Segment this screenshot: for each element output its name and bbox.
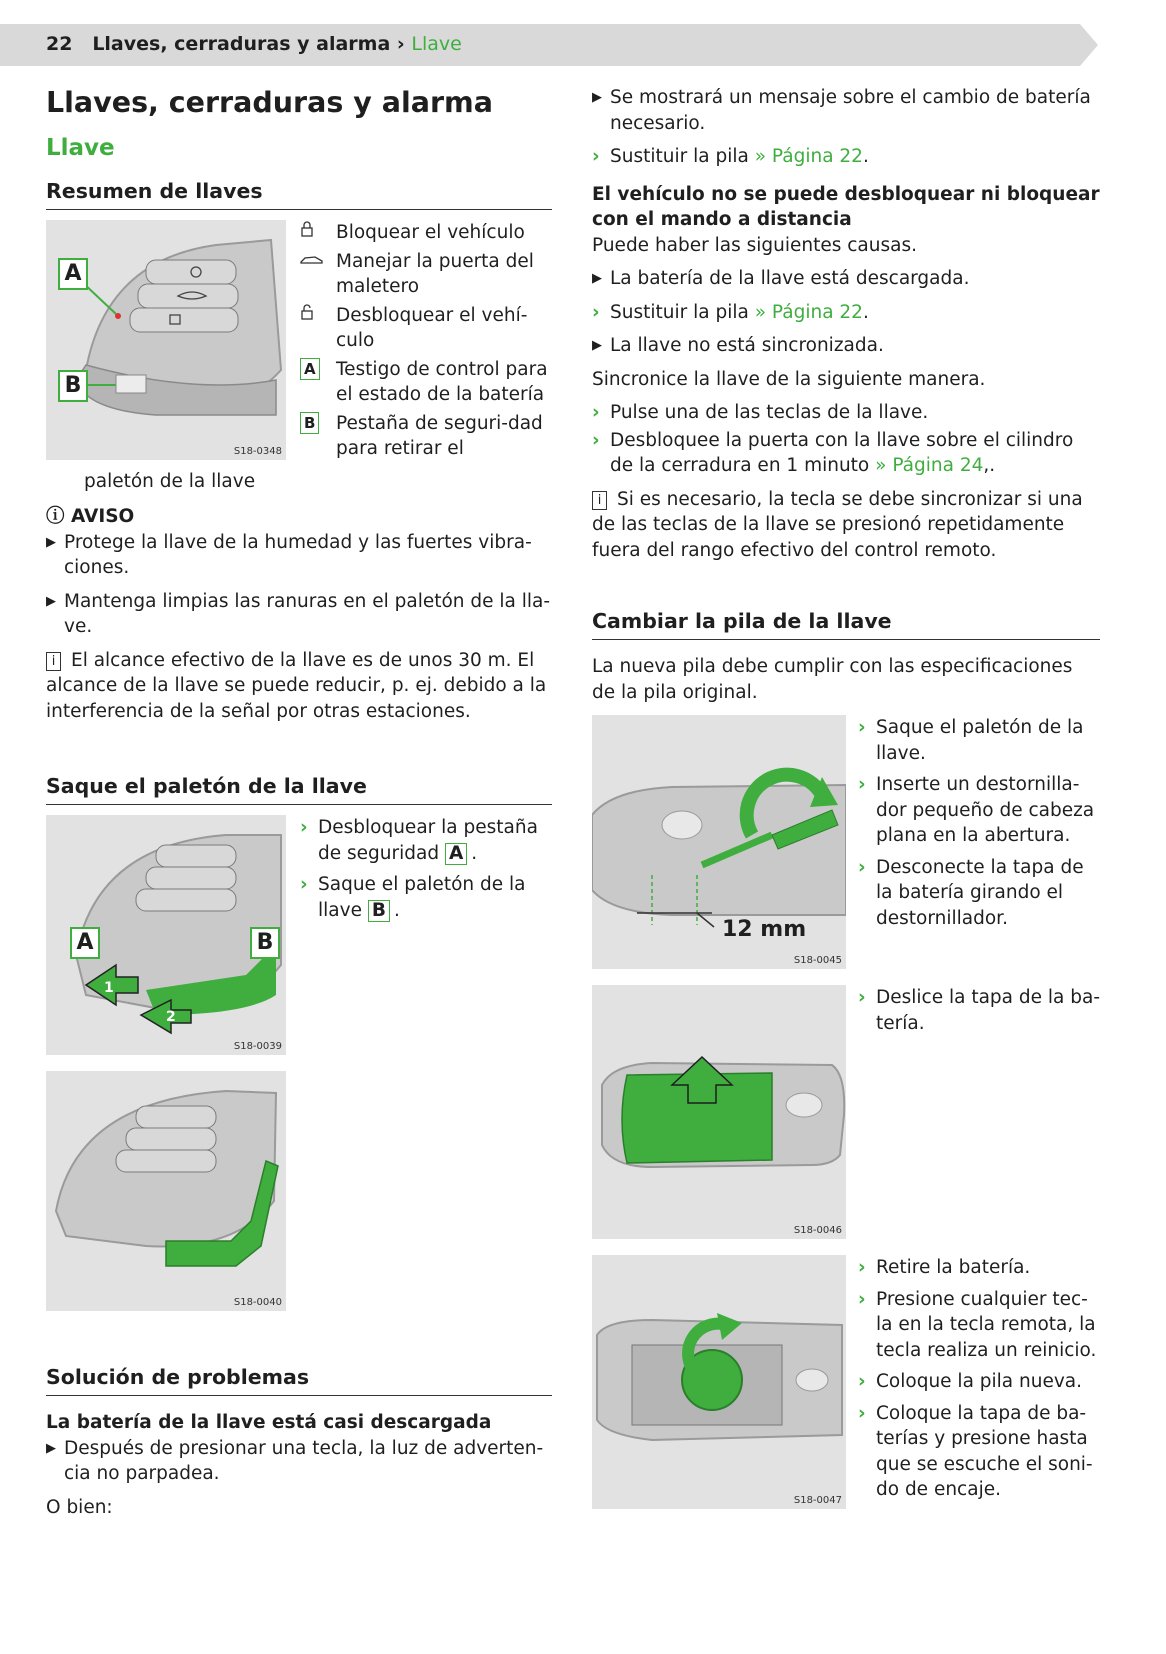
list-item: ▶ Mantenga limpias las ranuras en el paletón de la lla-ve. <box>46 590 551 637</box>
step-item: › Saque el paletón de la llave B . <box>300 874 526 921</box>
breadcrumb-section[interactable]: Llaves, cerraduras y alarma <box>92 33 391 55</box>
notice-icon: ⓘ <box>46 506 65 527</box>
step-item: › Desconecte la tapa de la batería girando el destornillador. <box>858 856 1084 929</box>
no-desbloquea-heading: El vehículo no se puede desbloquear ni bloquear con el mando a distancia <box>592 183 1100 230</box>
legend-text: Bloquear el vehículo <box>336 222 525 243</box>
key-with-blade-illustration <box>46 1071 286 1311</box>
slide-cover-illustration <box>592 985 846 1239</box>
step-chevron-icon: › <box>592 146 600 167</box>
figure-code: S18-0039 <box>233 1041 282 1052</box>
battery-steps-3 <box>858 1255 1100 1509</box>
step-chevron-icon: › <box>858 717 866 738</box>
solucion-heading: Solución de problemas <box>46 1363 552 1396</box>
legend-text: Pestaña de seguri-dad para retirar el <box>336 412 543 459</box>
sync-intro: Sincronice la llave de la siguiente manera. <box>592 368 986 390</box>
aviso-title <box>46 504 552 530</box>
step-chevron-icon: › <box>858 1257 866 1278</box>
cambiar-heading: Cambiar la pila de la llave <box>592 607 1100 640</box>
step-chevron-icon: › <box>858 987 866 1008</box>
step-chevron-icon: › <box>592 429 600 451</box>
info-icon: i <box>592 491 607 510</box>
step-chevron-icon: › <box>858 1288 866 1310</box>
section-subtitle: Llave <box>46 135 115 161</box>
screwdriver-illustration <box>592 715 846 969</box>
step-chevron-icon: › <box>858 856 866 878</box>
arrow-2-label: 2 <box>166 1009 176 1025</box>
battery-steps-2 <box>858 985 1100 1239</box>
step-item: › Sustituir la pila » Página 22. <box>592 300 1100 326</box>
step-item: › Coloque la pila nueva. <box>858 1369 1100 1395</box>
legend-box-a: A <box>300 358 320 380</box>
step-item: › Sustituir la pila » Página 22. <box>592 144 1100 170</box>
key-overview-illustration <box>46 220 286 460</box>
bullet-triangle-icon: ▶ <box>46 1440 56 1456</box>
legend-text: Manejar la puerta del maletero <box>336 250 534 297</box>
car-trunk-icon <box>300 249 336 300</box>
step-chevron-icon: › <box>300 874 308 895</box>
aviso-label: AVISO <box>70 506 135 527</box>
remove-blade-figure-2 <box>46 1071 286 1311</box>
saque-heading: Saque el paletón de la llave <box>46 772 552 805</box>
callout-a: A <box>70 927 100 959</box>
page-title: Llaves, cerraduras y alarma <box>46 86 493 119</box>
lock-icon <box>300 220 336 246</box>
callout-b: B <box>58 370 88 402</box>
right-column <box>592 85 1100 1525</box>
figure-code: S18-0046 <box>793 1225 842 1236</box>
breadcrumb-separator: › <box>396 33 405 55</box>
legend-item <box>300 411 552 462</box>
step-chevron-icon: › <box>592 402 600 423</box>
legend-continuation: paletón de la llave <box>84 470 256 492</box>
legend-text: Testigo de control para el estado de la batería <box>336 358 548 405</box>
step-item: › Coloque la tapa de ba-terías y presione hasta que se escuche el soni-do de encaje. <box>858 1402 1093 1500</box>
battery-step-figure-3 <box>592 1255 846 1509</box>
list-item: ▶ La batería de la llave está descargada. <box>592 266 1100 292</box>
solucion-subheading: La batería de la llave está casi descargada <box>46 1412 492 1433</box>
legend-text: Desbloquear el vehí-culo <box>336 304 528 351</box>
figure-code: S18-0045 <box>793 955 842 966</box>
key-overview-figure <box>46 220 286 460</box>
key-legend <box>300 220 552 465</box>
legend-item <box>300 249 552 300</box>
page-header <box>0 24 1100 66</box>
page-number: 22 <box>46 33 73 55</box>
breadcrumb <box>46 33 462 55</box>
left-column <box>46 85 552 1528</box>
page-ref-link[interactable]: » Página 22 <box>754 146 863 167</box>
page-ref-link[interactable]: » Página 22 <box>754 301 863 323</box>
remove-blade-figure-1 <box>46 815 286 1055</box>
callout-a: A <box>58 258 88 290</box>
box-a: A <box>445 843 467 865</box>
bullet-triangle-icon: ▶ <box>592 90 602 105</box>
list-item: ▶ La llave no está sincronizada. <box>592 333 1100 359</box>
info-icon: i <box>46 652 61 671</box>
list-item: ▶ Después de presionar una tecla, la luz de adverten-cia no parpadea. <box>46 1437 544 1484</box>
resumen-heading: Resumen de llaves <box>46 177 552 210</box>
step-chevron-icon: › <box>858 1371 866 1392</box>
info-alcance: i El alcance efectivo de la llave es de unos 30 m. El alcance de la llave se puede reducir, p. ej. debido a la interferencia de la señal por otras estaciones. <box>46 649 547 722</box>
breadcrumb-current: Llave <box>411 33 462 55</box>
legend-box-b: B <box>300 412 319 434</box>
figure-code: S18-0047 <box>793 1495 842 1506</box>
bullet-triangle-icon: ▶ <box>592 271 602 286</box>
battery-step-figure-2 <box>592 985 846 1239</box>
step-item: › Saque el paletón de la llave. <box>858 717 1084 764</box>
step-item: › Presione cualquier tec-la en la tecla remota, la tecla realiza un reinicio. <box>858 1288 1097 1361</box>
step-item: › Desbloquee la puerta con la llave sobre el cilindro de la cerradura en 1 minuto » Página 24,. <box>592 429 1074 476</box>
legend-item <box>300 220 552 246</box>
sync-info: i Si es necesario, la tecla se debe sincronizar si una de las teclas de la llave se presionó repetidamente fuera del rango efectivo del control remoto. <box>592 488 1083 561</box>
step-item: › Desbloquear la pestaña de seguridad A . <box>300 817 538 864</box>
figure-code: S18-0040 <box>233 1297 282 1308</box>
bullet-triangle-icon: ▶ <box>46 593 56 609</box>
causes-intro: Puede haber las siguientes causas. <box>592 234 917 256</box>
page-ref-link[interactable]: » Página 24 <box>875 455 984 476</box>
box-b: B <box>368 900 390 922</box>
bullet-triangle-icon: ▶ <box>592 338 602 353</box>
step-chevron-icon: › <box>300 817 308 838</box>
step-chevron-icon: › <box>858 1402 866 1424</box>
measure-label: 12 mm <box>722 917 807 942</box>
bullet-triangle-icon: ▶ <box>46 534 56 550</box>
list-item: ▶ Se mostrará un mensaje sobre el cambio de batería necesario. <box>592 87 1091 134</box>
battery-step-figure-1 <box>592 715 846 969</box>
cambiar-intro: La nueva pila debe cumplir con las especificaciones de la pila original. <box>592 656 1073 703</box>
step-chevron-icon: › <box>858 774 866 795</box>
figure-code: S18-0348 <box>233 446 282 457</box>
or-text: O bien: <box>46 1496 113 1518</box>
unlock-icon <box>300 303 336 354</box>
step-item: › Pulse una de las teclas de la llave. <box>592 400 1100 426</box>
list-item: ▶ Protege la llave de la humedad y las fuertes vibra-ciones. <box>46 531 532 578</box>
remove-battery-illustration <box>592 1255 846 1509</box>
saque-steps <box>300 815 552 1055</box>
battery-steps-1 <box>858 715 1100 969</box>
step-item: › Deslice la tapa de la ba-tería. <box>858 987 1101 1034</box>
callout-b: B <box>250 927 280 959</box>
legend-item <box>300 303 552 354</box>
arrow-1-label: 1 <box>104 980 114 996</box>
step-item: › Retire la batería. <box>858 1255 1100 1281</box>
legend-item <box>300 357 552 408</box>
step-item: › Inserte un destornilla-dor pequeño de cabeza plana en la abertura. <box>858 774 1095 846</box>
step-chevron-icon: › <box>592 301 600 323</box>
